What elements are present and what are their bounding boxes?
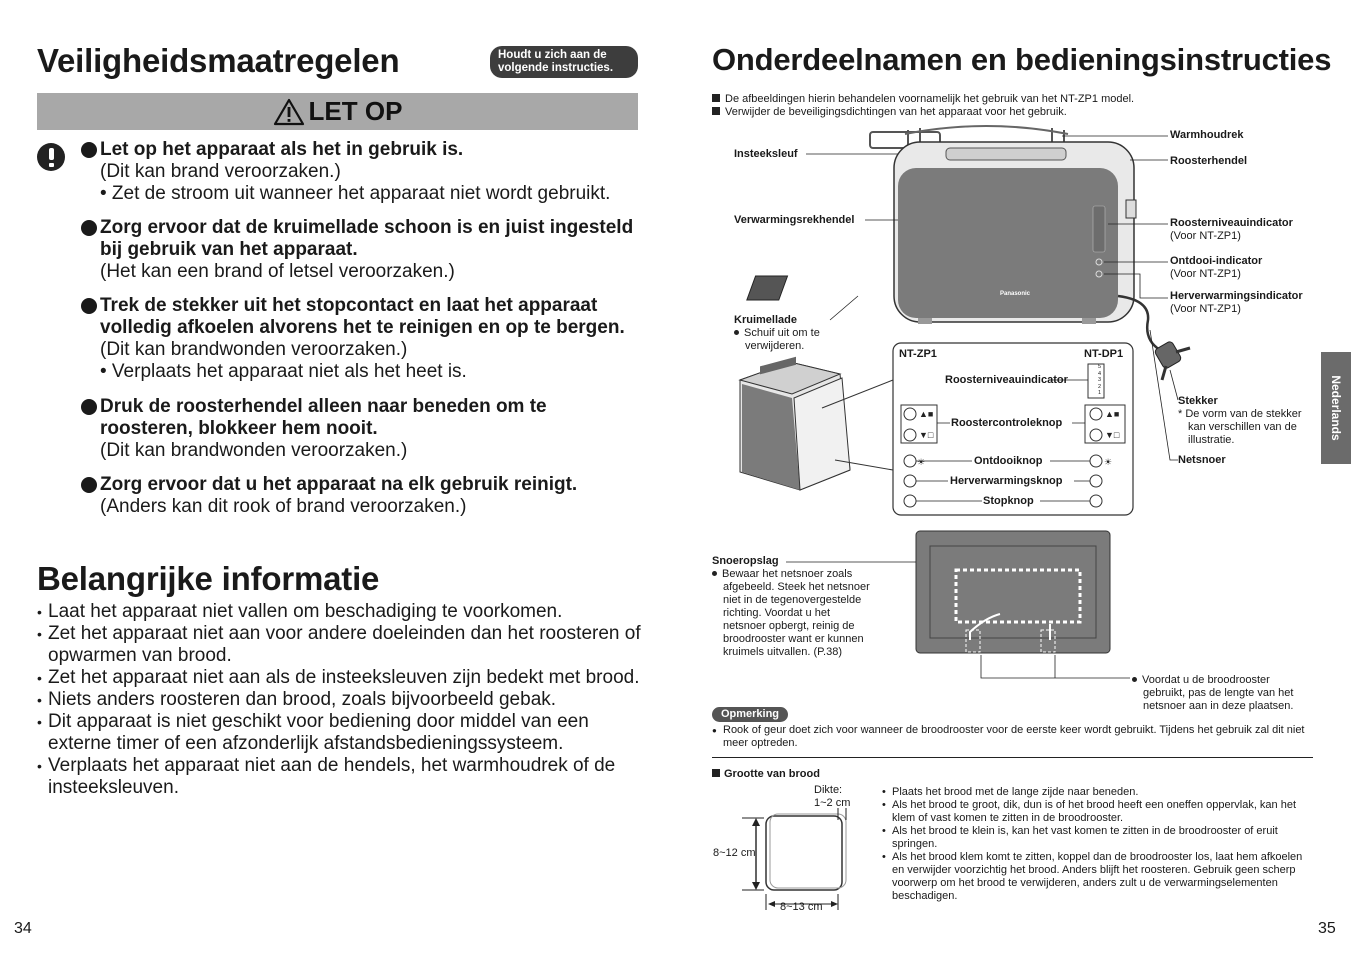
- label-insteeksleuf: Insteeksleuf: [734, 148, 798, 160]
- level-numbers: 5 4 3 2 1: [1098, 364, 1102, 396]
- language-tab: [1321, 352, 1351, 464]
- rule-text: (Anders kan dit rook of brand veroorzaken.): [100, 496, 467, 517]
- page-number-left: 34: [14, 920, 32, 937]
- rule-text: (Dit kan brand veroorzaken.): [100, 161, 341, 182]
- panel-ontdooiknop: Ontdooiknop: [974, 455, 1043, 467]
- label-ontdooi-indicator: Ontdooi-indicator (Voor NT-ZP1): [1170, 255, 1263, 280]
- height-label: 8~12 cm: [713, 847, 756, 859]
- label-roosterniveauindicator: Roosterniveauindicator (Voor NT-ZP1): [1170, 217, 1293, 242]
- note-tag: Opmerking: [712, 707, 788, 722]
- panel-model-left: NT-ZP1: [899, 348, 937, 360]
- section-title-info: Belangrijke informatie: [37, 560, 380, 597]
- list-item: • Niets anders roosteren dan brood, zoals bijvoorbeeld gebak.: [37, 689, 642, 711]
- rule-text: • Verplaats het apparaat niet als het heet is.: [100, 361, 467, 382]
- dikte-label: Dikte: 1~2 cm: [814, 784, 851, 809]
- list-item: • Plaats het brood met de lange zijde naar beneden.: [882, 786, 1312, 799]
- intro-text: Verwijder de beveiligingsdichtingen van het apparaat voor het gebruik.: [725, 106, 1067, 118]
- list-item: • Zet het apparaat niet aan voor andere doeleinden dan het roosteren of opwarmen van brood.: [37, 623, 642, 667]
- label-herverwarmingsindicator: Herverwarmingsindicator (Voor NT-ZP1): [1170, 290, 1303, 315]
- label-verwarmingsrekhendel: Verwarmingsrekhendel: [734, 214, 855, 226]
- toaster-bottom-view: [916, 531, 1110, 653]
- svg-text:☀: ☀: [917, 457, 926, 467]
- rule-text: (Dit kan brandwonden veroorzaken.): [100, 440, 408, 461]
- list-item: • Zet het apparaat niet aan als de insteeksleuven zijn bedekt met brood.: [37, 667, 642, 689]
- rule-bold-text: Zorg ervoor dat u het apparaat na elk gebruik reinigt.: [100, 474, 578, 495]
- rule-text: (Het kan een brand of letsel veroorzaken.): [100, 261, 455, 282]
- brand-logo-text: Panasonic: [1000, 291, 1031, 297]
- list-item: • Als het brood te groot, dik, dun is of het brood heeft een oneffen oppervlak, kan het klem of vast komen te zitten in de broodrooster.: [882, 799, 1312, 825]
- size-title: Grootte van brood: [712, 768, 820, 780]
- intro-text: De afbeeldingen hierin behandelen voornamelijk het gebruik van het NT-ZP1 model.: [725, 93, 1135, 105]
- language-tab-label: Nederlands: [1329, 375, 1343, 441]
- panel-model-right: NT-DP1: [1084, 348, 1124, 360]
- list-item: • Dit apparaat is niet geschikt voor bediening door middel van een externe timer of een afzonderlijk afstandsbedieningssysteem.: [37, 711, 642, 755]
- caution-label: LET OP: [308, 96, 403, 126]
- rule-bold-text: volledig afkoelen alvorens het te reinigen en op te bergen.: [100, 317, 625, 338]
- list-item: • Laat het apparaat niet vallen om beschadiging te voorkomen.: [37, 601, 642, 623]
- snoeropslag-block: Snoeropslag Bewaar het netsnoer zoals afgebeeld. Steek het netsnoer niet in de tegenovergestelde richting. Voordat u het netsnoer opbergt, reinig de broodrooster want er kunnen kruimels uitvallen. (P.38): [712, 555, 870, 658]
- width-label: 8~13 cm: [780, 901, 823, 913]
- rule-bold-text: roosteren, blokkeer hem nooit.: [100, 418, 378, 439]
- list-item: • Als het brood klem komt te zitten, koppel dan de broodrooster los, laat hem afkoelen en verwijder voorzichtig het brood. Anders blijft het roosteren. Gebruik geen scherp voorwerp om het brood te verwijderen, anders zult u de verwarmingselementen beschadigen.: [882, 851, 1312, 903]
- page-number-right: 35: [1318, 920, 1336, 937]
- label-warmhoudrek: Warmhoudrek: [1170, 129, 1244, 141]
- cord-note: Voordat u de broodrooster gebruikt, pas de lengte van het netsnoer aan in deze plaatsen.: [1132, 674, 1293, 713]
- small-toaster-illustration: [740, 357, 850, 490]
- square-bullet-icon: [712, 769, 720, 777]
- page-title-parts: Onderdeelnamen en bedieningsinstructies: [712, 42, 1332, 77]
- label-kruimellade: Kruimellade Schuif uit om te verwijderen.: [734, 314, 820, 352]
- rule-text: (Dit kan brandwonden veroorzaken.): [100, 339, 408, 360]
- pill-line-2: volgende instructies.: [498, 62, 614, 74]
- panel-roosterniveauindicator: Roosterniveauindicator: [945, 374, 1068, 386]
- pill-line-1: Houdt u zich aan de: [498, 49, 607, 61]
- label-netsnoer: Netsnoer: [1178, 454, 1226, 466]
- panel-roostercontroleknop: Roostercontroleknop: [951, 417, 1063, 429]
- panel-stopknop: Stopknop: [983, 495, 1034, 507]
- bread-outline: [766, 816, 842, 890]
- page-title-safety: Veiligheidsmaatregelen: [37, 42, 400, 79]
- rule-bold-text: Trek de stekker uit het stopcontact en laat het apparaat: [100, 295, 598, 316]
- rule-bold-text: Zorg ervoor dat de kruimellade schoon is en juist ingesteld: [100, 217, 634, 238]
- divider: [712, 757, 1313, 758]
- rule-text: • Zet de stroom uit wanneer het apparaat niet wordt gebruikt.: [100, 183, 611, 204]
- plug-icon: [1154, 340, 1190, 380]
- svg-text:☀: ☀: [1104, 457, 1113, 467]
- list-item: • Als het brood te klein is, kan het vast komen te zitten in de broodrooster of eruit springen.: [882, 825, 1312, 851]
- svg-text:▲■: ▲■: [919, 409, 934, 419]
- note-text: ● Rook of geur doet zich voor wanneer de broodrooster voor de eerste keer wordt gebruikt. Tijdens het gebruik zal dit niet meer optreden.: [712, 724, 1317, 750]
- label-roosterhendel: Roosterhendel: [1170, 155, 1248, 167]
- svg-text:▲■: ▲■: [1105, 409, 1120, 419]
- svg-text:▼□: ▼□: [1105, 430, 1120, 440]
- label-stekker: Stekker * De vorm van de stekker kan verschillen van de illustratie.: [1178, 395, 1302, 446]
- rule-bold-text: Let op het apparaat als het in gebruik is.: [100, 139, 464, 160]
- rule-bold-text: Druk de roosterhendel alleen naar beneden om te: [100, 396, 547, 417]
- rule-bold-text: bij gebruik van het apparaat.: [100, 239, 358, 260]
- size-list: [882, 786, 1312, 903]
- panel-herverwarmingsknop: Herverwarmingsknop: [950, 475, 1063, 487]
- list-item: • Verplaats het apparaat niet aan de hendels, het warmhoudrek of de insteeksleuven.: [37, 755, 642, 799]
- svg-text:▼□: ▼□: [919, 430, 934, 440]
